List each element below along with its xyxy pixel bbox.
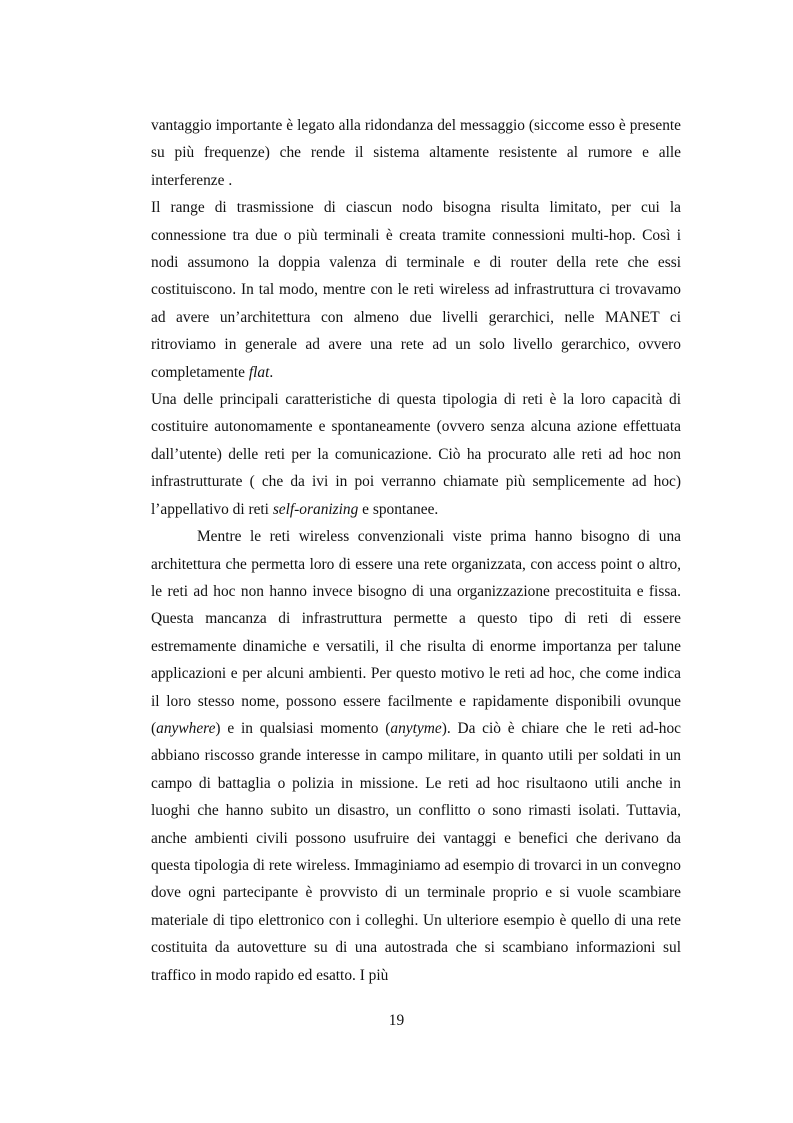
text-run: vantaggio importante è legato alla ridondanza del messaggio (siccome esso è presente su più frequenze) che rende il sistema altamente resistente al rumore e alle interferenze . <box>151 117 681 189</box>
text-run: e spontanee. <box>358 500 439 518</box>
paragraph <box>151 194 681 386</box>
paragraph <box>151 523 681 989</box>
paragraph <box>151 112 681 194</box>
text-run: Una delle principali caratteristiche di questa tipologia di reti è la loro capacità di costituire autonomamente e spontaneamente (ovvero senza alcuna azione effettuata dall’utente) delle reti per la comunicazione. Ciò ha procurato alle reti ad hoc non infrastrutturate ( che da ivi in poi verranno chiamate più semplicemente ad hoc) l’appellativo di reti <box>151 391 681 518</box>
text-run: ) e in qualsiasi momento ( <box>215 719 391 737</box>
text-run: ). Da ciò è chiare che le reti ad-hoc abbiano riscosso grande interesse in campo militare, in quanto utili per soldati in un campo di battaglia o polizia in missione. Le reti ad hoc risultaono utili anche in luoghi che hanno subito un disastro, un conflitto o sono rimasti isolati. Tuttavia, anche ambienti civili possono usufruire dei vantaggi e benefici che derivano da questa tipologia di rete wireless. Immaginiamo ad esempio di trovarci in un convegno dove ogni partecipante è provvisto di un terminale proprio e si vuole scambiare materiale di tipo elettronico con i colleghi. Un ulteriore esempio è quello di una rete costituita da autovetture su di una autostrada che si scambiano informazioni sul traffico in modo rapido ed esatto. I più <box>151 719 681 984</box>
italic-term-self-organizing: self-oranizing <box>272 500 359 518</box>
text-run: Mentre le reti wireless convenzionali viste prima hanno bisogno di una architettura che permetta loro di essere una rete organizzata, con access point o altro, le reti ad hoc non hanno invece bisogno di una organizzazione precostituita e fissa. Questa mancanza di infrastruttura permette a questo tipo di reti di essere estremamente dinamiche e versatili, il che risulta di enorme importanza per talune applicazioni e per alcuni ambienti. Per questo motivo le reti ad hoc, che come indica il loro stesso nome, possono essere facilmente e rapidamente disponibili ovunque ( <box>151 528 681 737</box>
italic-term-anytyme: anytyme <box>390 719 442 737</box>
text-run: . <box>269 363 274 381</box>
italic-term-anywhere: anywhere <box>156 719 216 737</box>
page-number: 19 <box>388 1012 405 1029</box>
text-run: Il range di trasmissione di ciascun nodo bisogna risulta limitato, per cui la connessione tra due o più terminali è creata tramite connessioni multi-hop. Così i nodi assumono la doppia valenza di terminale e di router della rete che essi costituiscono. In tal modo, mentre con le reti wireless ad infrastruttura ci trovavamo ad avere un’architettura con almeno due livelli gerarchici, nelle MANET ci ritroviamo in generale ad avere una rete ad un solo livello gerarchico, ovvero completamente <box>151 199 681 381</box>
italic-term-flat: flat <box>248 363 270 381</box>
body-text <box>151 112 681 989</box>
paragraph <box>151 386 681 523</box>
